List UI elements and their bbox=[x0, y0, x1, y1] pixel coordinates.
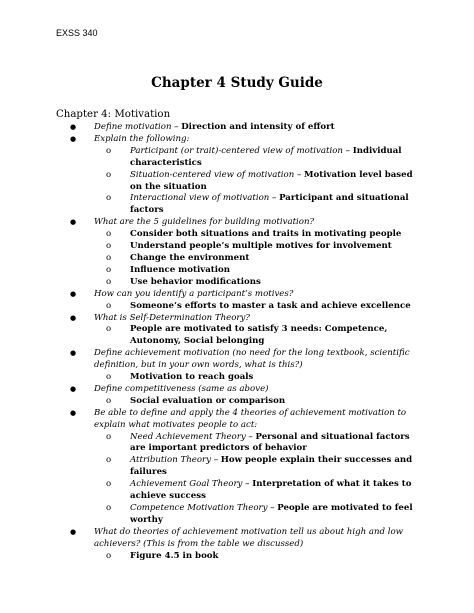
list-item bbox=[56, 384, 422, 396]
sub-list-item bbox=[56, 479, 422, 503]
sub-list-item bbox=[56, 551, 422, 563]
answer-text: Use behavior modifications bbox=[130, 276, 261, 287]
answer-text: Someone’s efforts to master a task and achieve excellence bbox=[130, 300, 411, 311]
sub-bullet-marker: o bbox=[106, 241, 112, 252]
answer-text: Figure 4.5 in book bbox=[130, 550, 219, 561]
course-code: EXSS 340 bbox=[56, 28, 98, 38]
sub-bullet-marker: o bbox=[106, 145, 112, 156]
sub-bullet-marker: o bbox=[106, 300, 112, 311]
sub-list-item bbox=[56, 146, 422, 170]
answer-text: Direction and intensity of effort bbox=[181, 122, 335, 132]
page-title: Chapter 4 Study Guide bbox=[151, 75, 323, 91]
sub-bullet-marker: o bbox=[106, 276, 112, 287]
sub-bullet-marker: o bbox=[106, 264, 112, 275]
question-text: Participant (or trait)-centered view of motivation – bbox=[130, 145, 353, 156]
sub-bullet-marker: o bbox=[106, 479, 112, 490]
answer-text: Social evaluation or comparison bbox=[130, 395, 286, 406]
sub-list-item bbox=[56, 253, 422, 265]
sub-bullet-marker: o bbox=[106, 395, 112, 406]
question-text: Attribution Theory – bbox=[130, 455, 221, 466]
question-text: Need Achievement Theory – bbox=[130, 431, 256, 442]
sub-bullet-marker: o bbox=[106, 252, 112, 263]
sub-list-item bbox=[56, 372, 422, 384]
question-text: What are the 5 guidelines for building motivation? bbox=[94, 217, 315, 228]
sub-list-item bbox=[56, 455, 422, 479]
list-item bbox=[56, 134, 422, 146]
sub-list-item bbox=[56, 432, 422, 456]
bullet-marker: ● bbox=[70, 313, 77, 322]
bullet-marker: ● bbox=[70, 134, 77, 143]
sub-bullet-marker: o bbox=[106, 503, 112, 513]
list-item bbox=[56, 289, 422, 301]
answer-text: Interpretation of what it takes to achieve success bbox=[130, 479, 412, 502]
question-text: How can you identify a participant’s motives? bbox=[94, 288, 294, 299]
sub-bullet-marker: o bbox=[106, 550, 112, 561]
question-text: Interactional view of motivation – bbox=[130, 193, 280, 204]
sub-list-item bbox=[56, 503, 422, 527]
bullet-marker: ● bbox=[70, 384, 77, 393]
bullet-marker: ● bbox=[70, 289, 77, 298]
bullet-marker: ● bbox=[70, 527, 77, 536]
bullet-marker: ● bbox=[70, 218, 77, 227]
list-item bbox=[56, 348, 422, 372]
question-text: What is Self-Determination Theory? bbox=[94, 312, 250, 323]
list-item bbox=[56, 313, 422, 325]
study-guide-content bbox=[56, 108, 422, 563]
section-heading: Chapter 4: Motivation bbox=[56, 109, 171, 120]
list-item bbox=[56, 122, 422, 134]
sub-list-item bbox=[56, 193, 422, 217]
answer-text: Participant and situational factors bbox=[130, 193, 409, 216]
sub-list-item bbox=[56, 265, 422, 277]
sub-list-item bbox=[56, 301, 422, 313]
question-text: Define motivation – bbox=[94, 122, 182, 132]
sub-bullet-marker: o bbox=[106, 193, 112, 204]
answer-text: Consider both situations and traits in motivating people bbox=[130, 229, 402, 240]
sub-bullet-marker: o bbox=[106, 169, 112, 180]
question-text: Competence Motivation Theory – bbox=[130, 503, 278, 513]
sub-bullet-marker: o bbox=[106, 431, 112, 442]
sub-list-item bbox=[56, 229, 422, 241]
question-text: Achievement Goal Theory – bbox=[130, 479, 253, 490]
list-item bbox=[56, 408, 422, 432]
question-text: Define achievement motivation (no need for the long textbook, scientific definition, but in your own words, what is this?) bbox=[94, 348, 410, 371]
bullet-marker: ● bbox=[70, 123, 77, 131]
sub-list-item bbox=[56, 241, 422, 253]
sub-list-item bbox=[56, 324, 422, 348]
answer-text: Individual characteristics bbox=[130, 145, 402, 168]
sub-list-item bbox=[56, 170, 422, 194]
answer-text: How people explain their successes and failures bbox=[130, 455, 413, 478]
answer-text: People are motivated to feel worthy bbox=[130, 503, 413, 525]
answer-text: People are motivated to satisfy 3 needs: Competence, Autonomy, Social belonging bbox=[130, 324, 388, 347]
answer-text: Influence motivation bbox=[130, 264, 231, 275]
sub-list-item bbox=[56, 277, 422, 289]
sub-list-item bbox=[56, 396, 422, 408]
answer-text: Understand people’s multiple motives for involvement bbox=[130, 241, 392, 252]
sub-bullet-marker: o bbox=[106, 324, 112, 335]
question-text: Situation-centered view of motivation – bbox=[130, 169, 304, 180]
question-text: What do theories of achievement motivation tell us about high and low achievers? (This is from the table we discussed) bbox=[94, 526, 404, 549]
answer-text: Personal and situational factors are important predictors of behavior bbox=[130, 431, 410, 454]
answer-text: Change the environment bbox=[130, 252, 250, 263]
bullet-marker: ● bbox=[70, 408, 77, 417]
sub-bullet-marker: o bbox=[106, 455, 112, 466]
list-item bbox=[56, 527, 422, 551]
sub-bullet-marker: o bbox=[106, 372, 112, 383]
answer-text: Motivation to reach goals bbox=[130, 372, 254, 383]
list-item bbox=[56, 217, 422, 229]
bullet-marker: ● bbox=[70, 349, 77, 358]
question-text: Be able to define and apply the 4 theories of achievement motivation to explain what motivates people to act: bbox=[94, 407, 407, 430]
answer-text: Motivation level based on the situation bbox=[130, 169, 413, 192]
question-text: Define competitiveness (same as above) bbox=[94, 383, 269, 394]
sub-bullet-marker: o bbox=[106, 229, 112, 240]
question-text: Explain the following: bbox=[94, 133, 190, 144]
